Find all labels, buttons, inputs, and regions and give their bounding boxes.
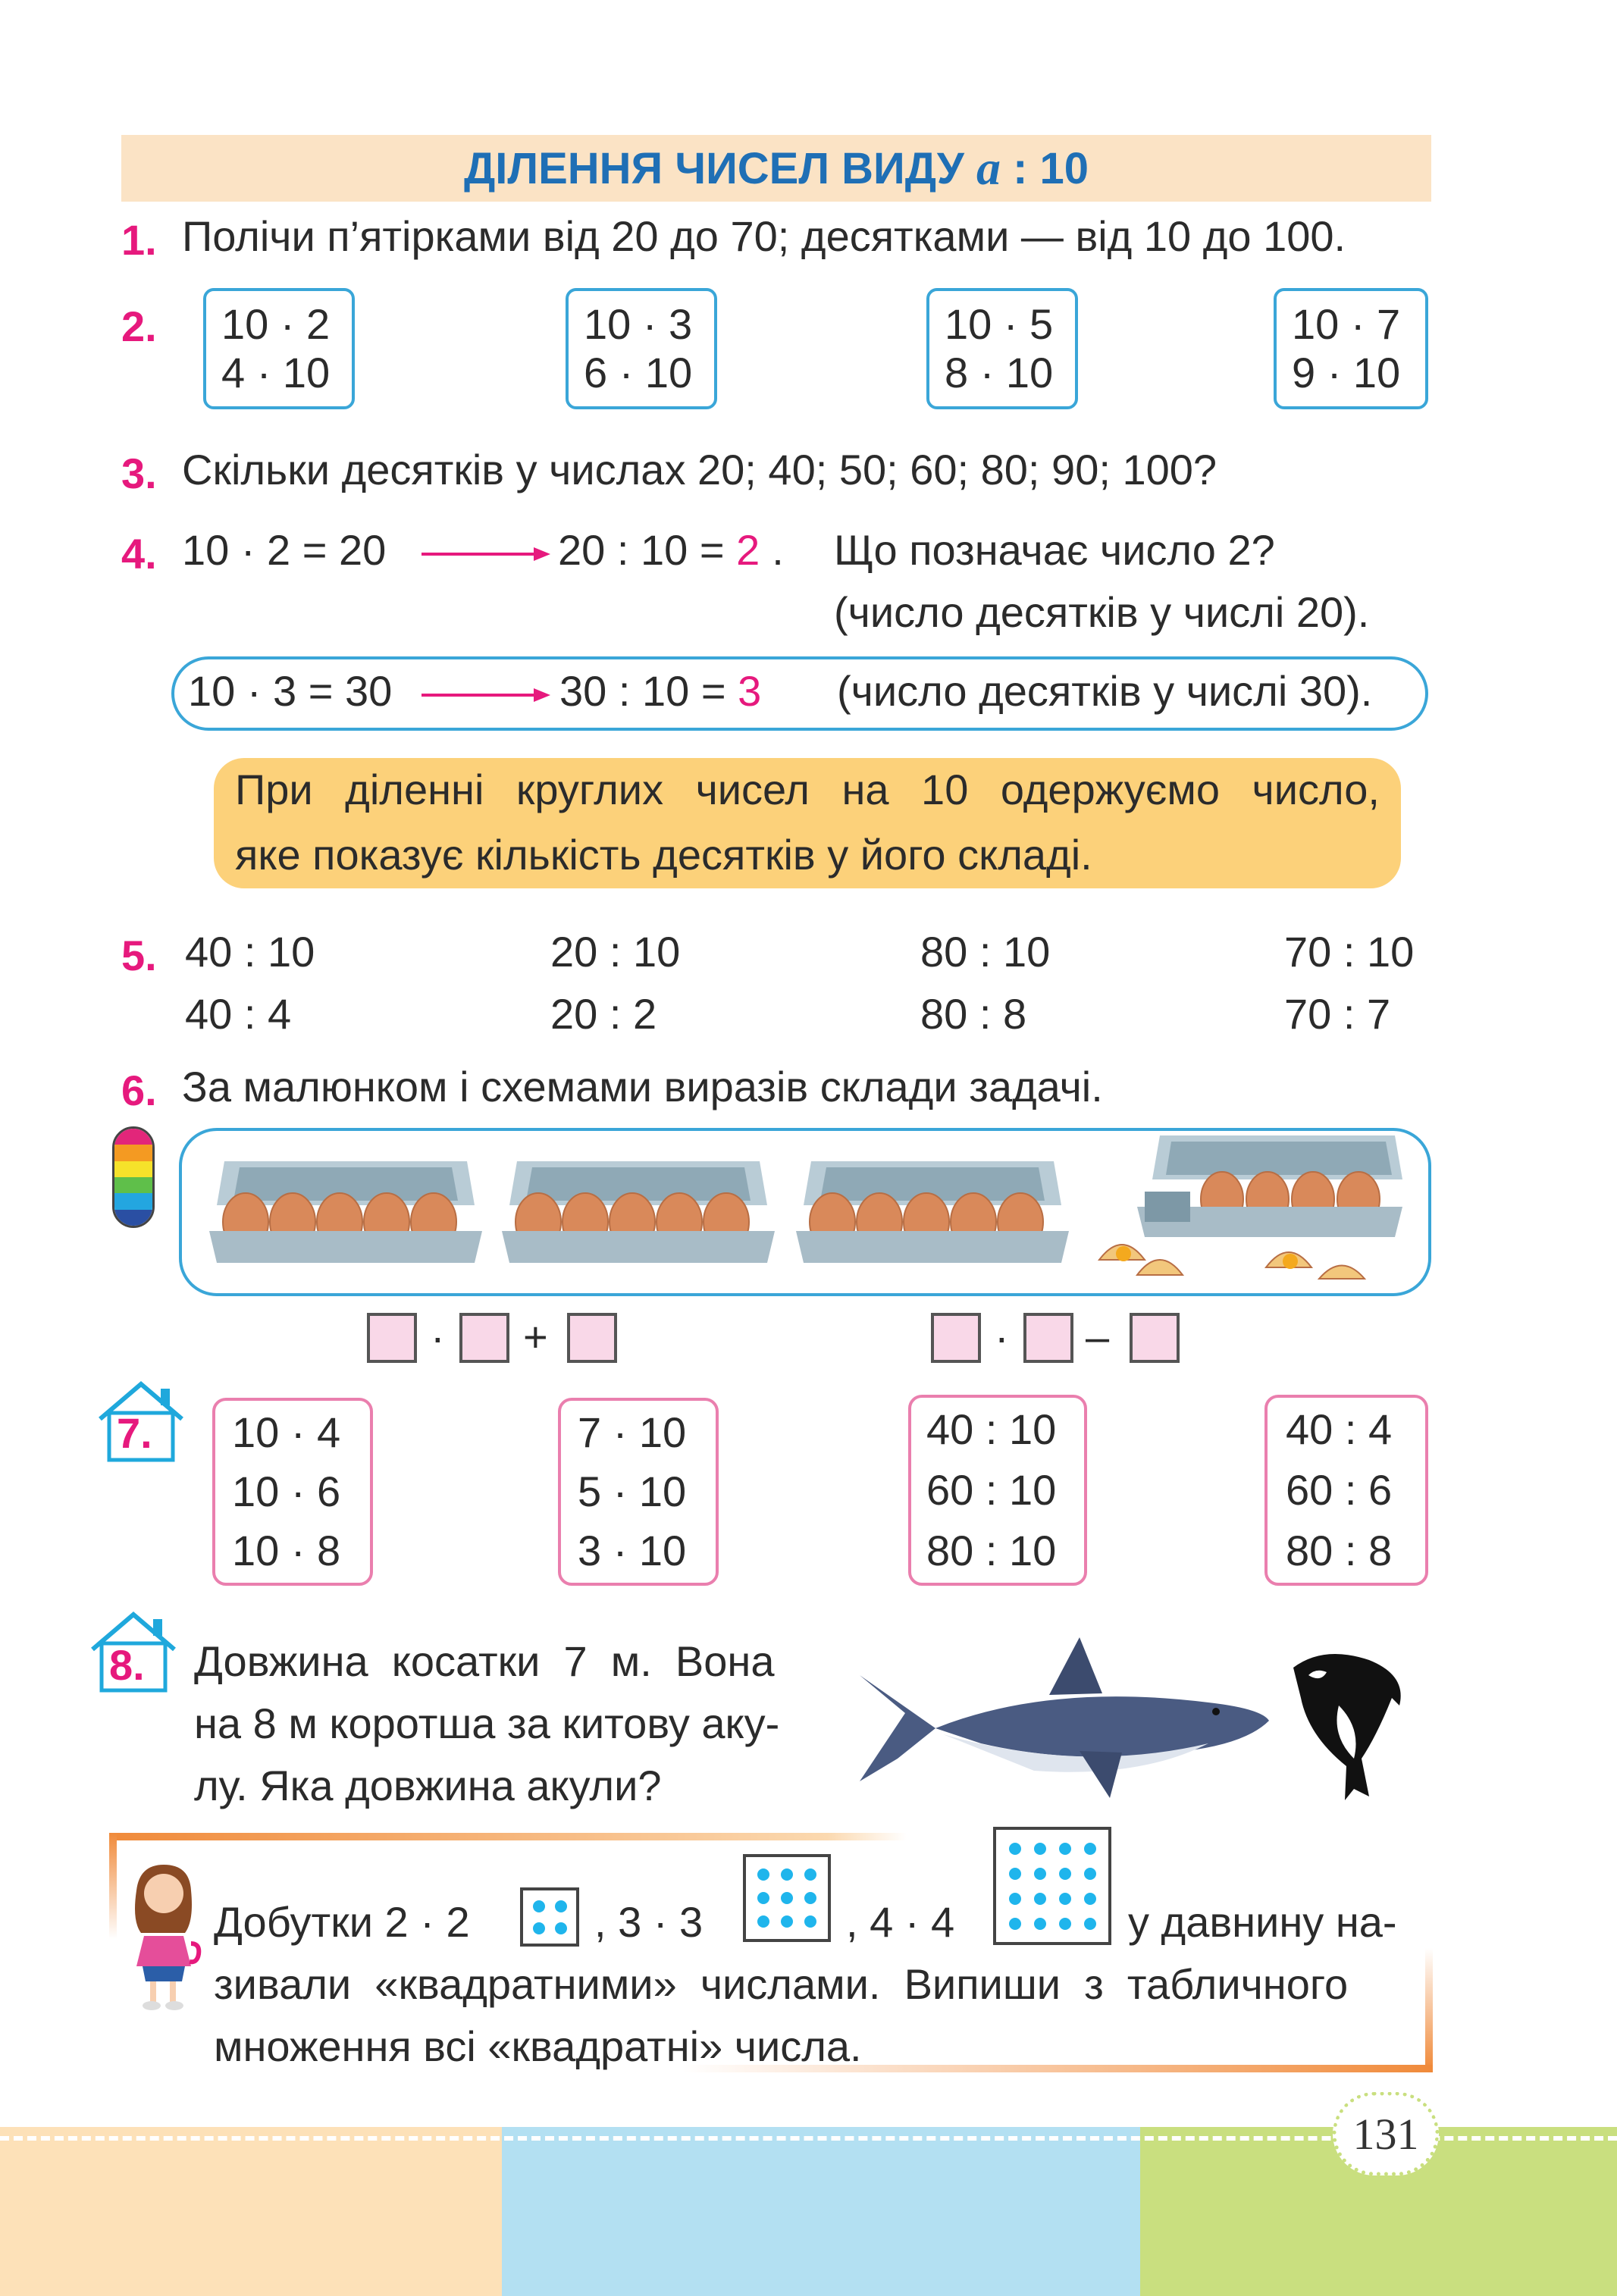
expression: 80 : 10 — [926, 1527, 1057, 1574]
page-number: 131 — [1352, 2109, 1419, 2159]
rainbow-bar-icon — [112, 1126, 155, 1228]
task-8-line-3: лу. Яка довжина акули? — [194, 1762, 662, 1809]
expression: 40 : 4 — [1286, 1405, 1393, 1453]
task-7-box — [908, 1395, 1087, 1586]
dot-grid-2x2 — [520, 1887, 579, 1947]
task-5-number: 5. — [121, 932, 157, 979]
task-7-box — [558, 1398, 719, 1586]
expression: 10 · 8 — [232, 1527, 341, 1574]
schema-2-operator: · — [995, 1313, 1009, 1361]
task-2-number: 2. — [121, 302, 157, 350]
task-2-box — [1274, 288, 1428, 409]
bonus-part-2: , 3 · 3 — [594, 1898, 704, 1946]
shark-icon — [852, 1630, 1277, 1804]
dot-grid-3x3 — [743, 1854, 831, 1942]
expression: 10 · 5 — [945, 300, 1054, 348]
expression: 3 · 10 — [578, 1527, 687, 1574]
task-1-number: 1. — [121, 216, 157, 264]
expression: 4 · 10 — [221, 349, 331, 396]
expression: 60 : 10 — [926, 1466, 1057, 1514]
task-5-expr: 80 : 8 — [920, 990, 1027, 1038]
rule-line-1: При діленні круглих чисел на 10 одержуємо число, — [235, 766, 1380, 813]
expression: 10 · 4 — [232, 1408, 341, 1456]
task-7-box — [1264, 1395, 1428, 1586]
task-5-expr: 40 : 4 — [185, 990, 292, 1038]
expression: 10 · 2 — [221, 300, 331, 348]
expression: 10 · 3 — [584, 300, 693, 348]
task-4-dot: . — [772, 526, 784, 574]
task-5-expr: 20 : 10 — [550, 928, 681, 976]
task-2-box — [926, 288, 1078, 409]
task-2-box — [203, 288, 355, 409]
task-4-mid — [558, 526, 784, 574]
task-4-question: Що позначає число 2? — [834, 526, 1275, 574]
task-7-box — [212, 1398, 373, 1586]
task-4-answer: (число десятків у числі 20). — [834, 588, 1370, 636]
example-result: 3 — [738, 667, 762, 715]
answer-square[interactable] — [459, 1313, 509, 1363]
title-var: a — [976, 141, 1001, 195]
footer-peach — [0, 2127, 502, 2296]
arrow-right-icon — [421, 543, 550, 565]
task-2-box — [566, 288, 717, 409]
task-5-expr: 70 : 10 — [1284, 928, 1415, 976]
task-8-line-1: Довжина косатки 7 м. Вона — [194, 1637, 775, 1685]
expression: 80 : 8 — [1286, 1527, 1393, 1574]
task-1-text: Полічи п’ятірками від 20 до 70; десятками — від 10 до 100. — [182, 212, 1346, 260]
task-4-number: 4. — [121, 530, 157, 578]
title-prefix: ДІЛЕННЯ ЧИСЕЛ ВИДУ — [463, 143, 976, 193]
bonus-frame-right — [1425, 1948, 1433, 2069]
answer-square[interactable] — [1023, 1313, 1073, 1363]
bonus-line-3: множення всі «квадратні» числа. — [214, 2022, 862, 2070]
answer-square[interactable] — [367, 1313, 417, 1363]
task-3-number: 3. — [121, 449, 157, 497]
bonus-line-2: зивали «квадратними» числами. Випиши з табличного — [214, 1960, 1349, 2008]
egg-tray-icon — [1092, 1131, 1410, 1283]
orca-icon — [1278, 1645, 1415, 1804]
example-note: (число десятків у числі 30). — [837, 667, 1373, 715]
schema-1-operator: + — [523, 1313, 548, 1361]
expression: 10 · 7 — [1292, 300, 1401, 348]
expression: 10 · 6 — [232, 1467, 341, 1515]
title-suffix: : 10 — [1000, 143, 1089, 193]
girl-mascot-icon — [121, 1860, 205, 2012]
bonus-part-3: , 4 · 4 — [846, 1898, 955, 1946]
bonus-part-1: Добутки 2 · 2 — [214, 1898, 470, 1946]
expression: 6 · 10 — [584, 349, 693, 396]
task-4-result: 2 — [736, 526, 760, 574]
task-8-number: 8. — [109, 1641, 145, 1689]
expression: 7 · 10 — [578, 1408, 687, 1456]
example-left: 10 · 3 = 30 — [188, 667, 393, 715]
task-7-number: 7. — [117, 1409, 152, 1457]
answer-square[interactable] — [1130, 1313, 1180, 1363]
task-6-number: 6. — [121, 1067, 157, 1114]
expression: 40 : 10 — [926, 1405, 1057, 1453]
schema-2-operator: – — [1086, 1313, 1110, 1361]
page-number-badge — [1333, 2092, 1439, 2175]
expression: 8 · 10 — [945, 349, 1054, 396]
expression: 9 · 10 — [1292, 349, 1401, 396]
task-4-equation: 20 : 10 = — [558, 526, 737, 574]
egg-tray-icon — [209, 1152, 482, 1266]
expression: 5 · 10 — [578, 1467, 687, 1515]
egg-tray-icon — [502, 1152, 775, 1266]
task-3-text: Скільки десятків у числах 20; 40; 50; 60; 80; 90; 100? — [182, 446, 1217, 493]
dot-grid-4x4 — [993, 1827, 1111, 1945]
task-5-expr: 40 : 10 — [185, 928, 315, 976]
arrow-right-icon — [421, 684, 550, 706]
task-6-text: За малюнком і схемами виразів склади задачі. — [182, 1063, 1103, 1110]
expression: 60 : 6 — [1286, 1466, 1393, 1514]
task-8-line-2: на 8 м коротша за китову аку- — [194, 1699, 780, 1747]
example-mid — [559, 667, 762, 715]
bonus-frame-left — [109, 1833, 117, 1939]
footer-blue — [502, 2127, 1140, 2296]
page-title — [121, 135, 1431, 202]
bonus-part-4: у давнину на- — [1128, 1898, 1397, 1946]
task-4-left: 10 · 2 = 20 — [182, 526, 387, 574]
task-5-expr: 70 : 7 — [1284, 990, 1391, 1038]
egg-tray-icon — [796, 1152, 1069, 1266]
example-equation: 30 : 10 = — [559, 667, 738, 715]
schema-1-operator: · — [431, 1313, 445, 1361]
answer-square[interactable] — [931, 1313, 981, 1363]
rule-line-2: яке показує кількість десятків у його складі. — [235, 831, 1092, 879]
answer-square[interactable] — [567, 1313, 617, 1363]
bonus-frame-top — [109, 1833, 907, 1840]
task-5-expr: 80 : 10 — [920, 928, 1051, 976]
task-5-expr: 20 : 2 — [550, 990, 657, 1038]
